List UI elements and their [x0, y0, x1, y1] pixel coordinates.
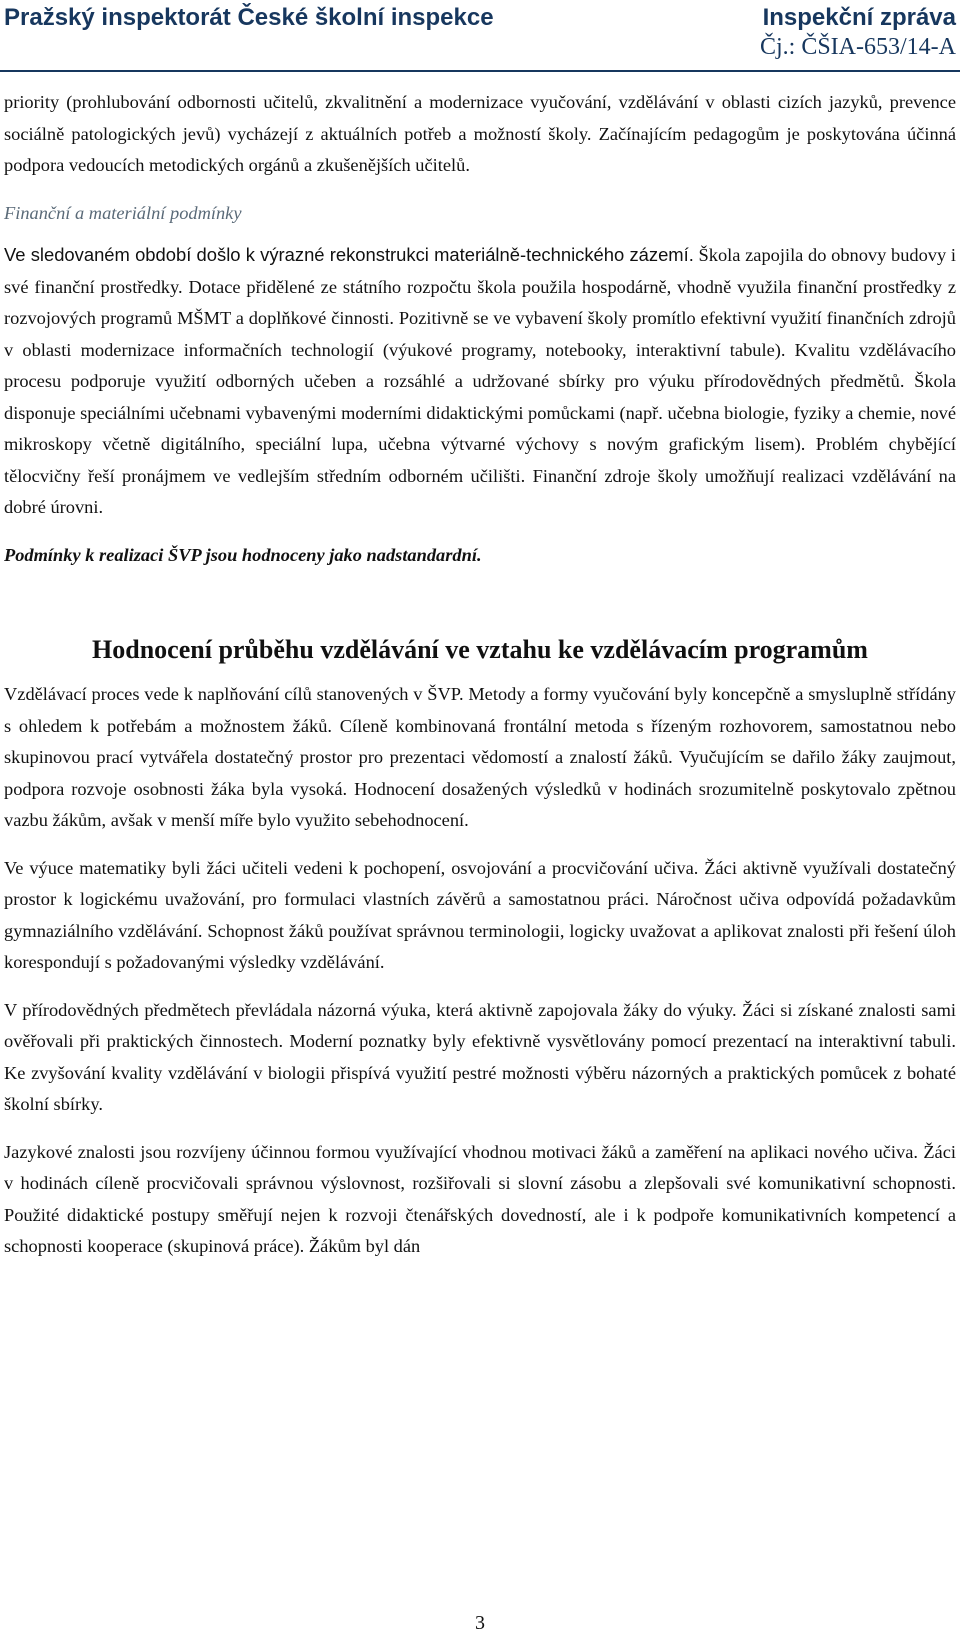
paragraph-financial-rest: Škola zapojila do obnovy budovy i své finanční prostředky. Dotace přidělené ze státního rozpočtu škola použila hospodárně, vhodně využila finanční prostředky z rozvojových programů MŠMT a doplňkové činnosti. Pozitivně se ve vybavení školy promítlo efektivní využití finančních zdrojů v oblasti modernizace informačních technologií (výukové programy, notebooky, interaktivní tabule). Kvalitu vzdělávacího procesu podporuje využití odborných učeben a rozsáhlé a udržované sbírky pro výuku přírodovědných předmětů. Škola disponuje speciálními učebnami vybavenými moderními didaktickými pomůckami (např. učebna biologie, fyziky a chemie, nové mikroskopy včetně digitálního, speciální lupa, učebna výtvarné výchovy s novým grafickým lisem). Problém chybějící tělocvičny řeší pronájmem ve vedlejším středním odborném učilišti. Finanční zdroje školy umožňují realizaci vzdělávání na dobré úrovni. [4, 245, 957, 517]
subheading-financial-conditions: Finanční a materiální podmínky [4, 202, 242, 223]
header-reference-number: Čj.: ČŠIA-653/14-A [759, 34, 956, 60]
header-report-type: Inspekční zpráva [762, 4, 956, 31]
paragraph-financial-lead: Ve sledovaném období došlo k výrazné rekonstrukci materiálně-technického zázemí. [4, 244, 694, 265]
paragraph-intro: priority (prohlubování odbornosti učitelů, zkvalitnění a modernizace vyučování, vzdělávání v oblasti cizích jazyků, prevence sociálně patologických jevů) vycházejí z aktuálních potřeb a možností školy. Začínajícím pedagogům je poskytována účinná podpora vedoucích metodických orgánů a zkušenějších učitelů. [4, 92, 956, 175]
section-title: Hodnocení průběhu vzdělávání ve vztahu ke vzdělávacím programům [92, 635, 868, 664]
header-rule [0, 70, 960, 72]
verdict-statement: Podmínky k realizaci ŠVP jsou hodnoceny jako nadstandardní. [4, 544, 482, 565]
document-body [4, 87, 956, 1279]
paragraph-mathematics: Ve výuce matematiky byli žáci učiteli vedeni k pochopení, osvojování a procvičování učiva. Žáci aktivně využívali dostatečný prostor k logickému uvažování, pro formulaci vlastních závěrů a samostatnou práci. Náročnost učiva odpovídá požadavkům gymnaziálního vzdělávání. Schopnost žáků používat správnou terminologii, logicky uvažovat a aplikovat znalosti při řešení úloh korespondují s požadovanými výsledky vzdělávání. [4, 857, 956, 972]
page-number: 3 [475, 1612, 485, 1634]
page-header [0, 0, 960, 66]
header-inspectorate: Pražský inspektorát České školní inspekce [4, 4, 494, 31]
paragraph-languages: Jazykové znalosti jsou rozvíjeny účinnou formou využívající vhodnou motivaci žáků a zaměření na aplikaci nového učiva. Žáci v hodinách cíleně procvičovali správnou výslovnost, rozšiřovali si slovní zásobu a zlepšovali své komunikativní schopnosti. Použité didaktické postupy směřují nejen k rozvoji čtenářských dovedností, ale i k podpoře komunikativních kompetencí a schopnosti kooperace (skupinová práce). Žákům byl dán [4, 1141, 956, 1256]
paragraph-natural-sciences: V přírodovědných předmětech převládala názorná výuka, která aktivně zapojovala žáky do výuky. Žáci si získané znalosti sami ověřovali při praktických činnostech. Moderní poznatky byly efektivně vysvětlovány pomocí prezentací na interaktivní tabuli. Ke zvyšování kvality vzdělávání v biologii přispívá využití pestré možnosti výběru názorných a praktických pomůcek z bohaté školní sbírky. [4, 999, 956, 1114]
paragraph-financial [4, 239, 956, 524]
paragraph-education-process: Vzdělávací proces vede k naplňování cílů stanovených v ŠVP. Metody a formy vyučování byly koncepčně a smysluplně střídány s ohledem k potřebám a možnostem žáků. Cíleně kombinovaná frontální metoda s řízeným rozhovorem, samostatnou nebo skupinovou prací vytvářela dostatečný prostor pro prezentaci vědomostí a znalostí žáků. Vyučujícím se dařilo žáky zaujmout, podpora rozvoje osobnosti žáka byla vysoká. Hodnocení dosažených výsledků v hodinách srozumitelně poskytovalo zpětnou vazbu žákům, avšak v menší míře bylo využito sebehodnocení. [4, 684, 956, 830]
